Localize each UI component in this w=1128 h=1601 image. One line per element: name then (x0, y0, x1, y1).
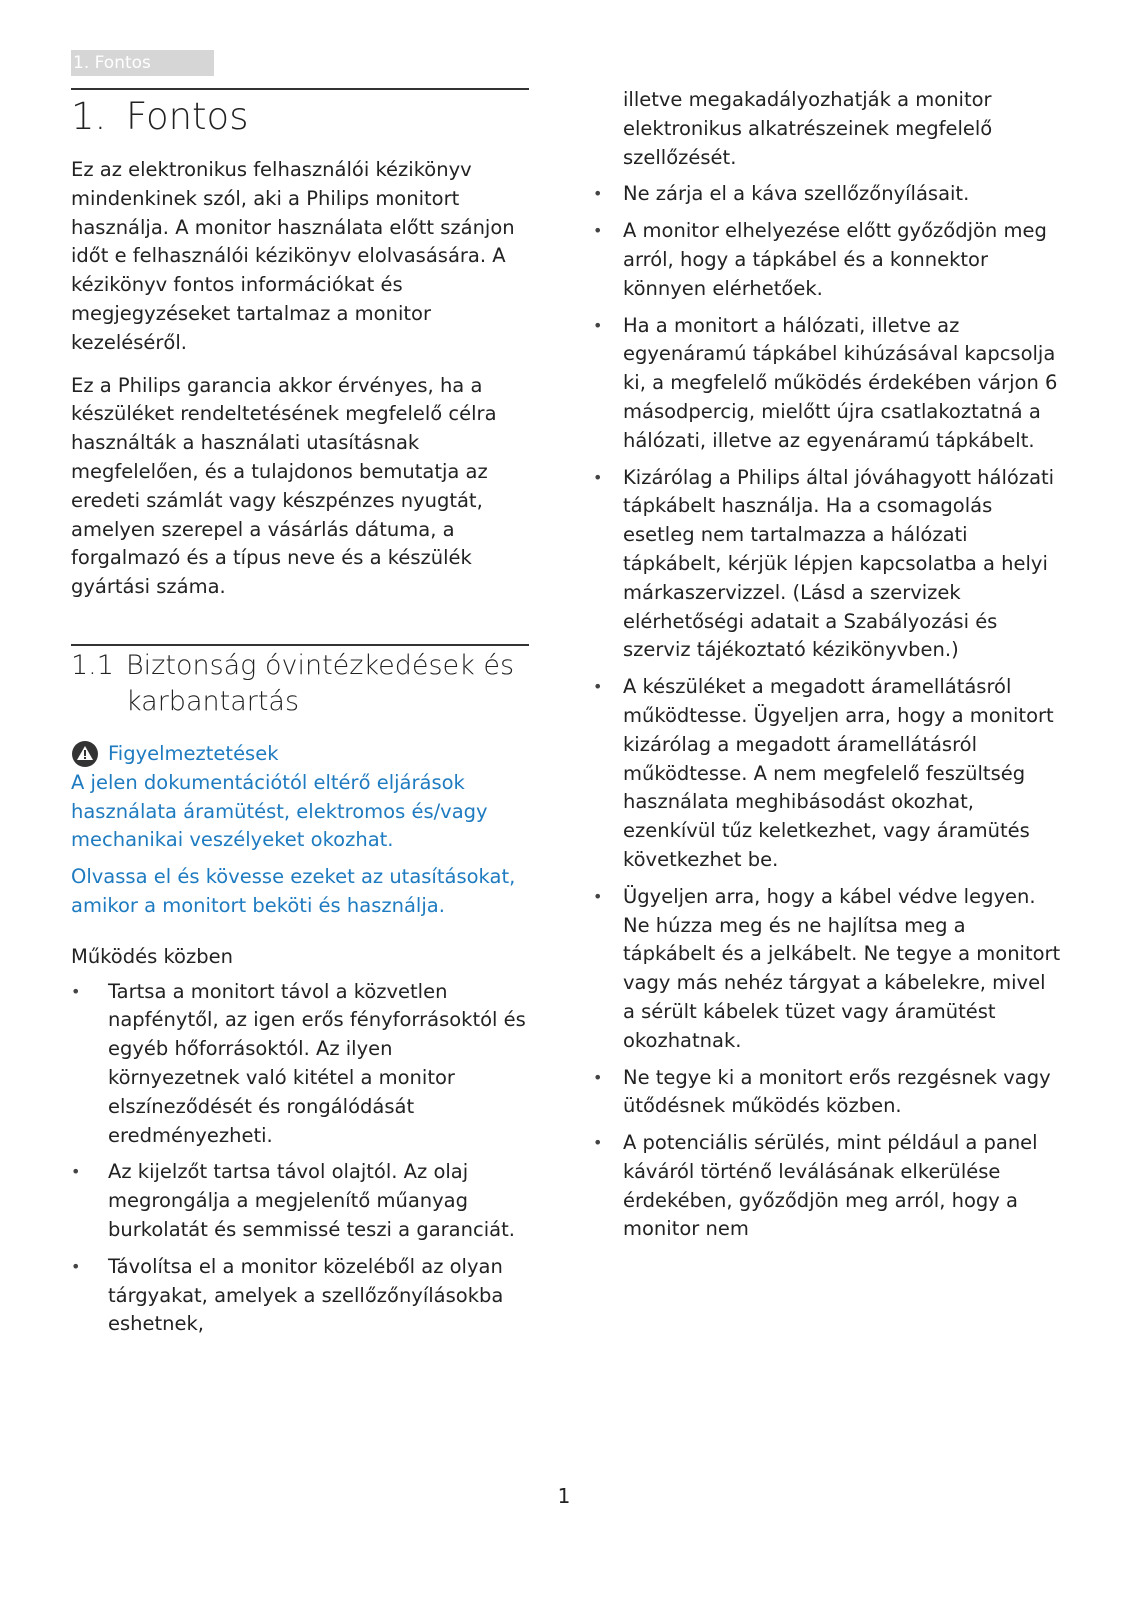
list-item: • A készüléket a megadott áramellátásról működtesse. Ügyeljen arra, hogy a monitort kizárólag a megadott áramellátásról működtesse. A nem megfelelő feszültség használata meghibásodást okozhat, ezenkívül tűz keletkezhet, vagy áramütés következhet be. (593, 675, 1054, 871)
title-rule (71, 88, 529, 90)
list-item: • Ne tegye ki a monitort erős rezgésnek vagy ütődésnek működés közben. (593, 1065, 1051, 1118)
intro-paragraph: Ez a Philips garancia akkor érvényes, ha a készüléket rendeltetésének megfelelő célra használták a használati utasításnak megfelelően, és a tulajdonos bemutatja az eredeti számlát vagy készpénzes nyugtát, amelyen szerepel a vásárlás dátuma, a forgalmazó és a típus neve és a készülék gyártási száma. (71, 373, 497, 599)
operation-list-right (593, 180, 1063, 1244)
warning-text: Olvassa el és kövesse ezeket az utasításokat, amikor a monitort beköti és használja. (71, 865, 516, 917)
title-number: 1. (71, 95, 107, 138)
section-number: 1.1 (71, 649, 114, 681)
page-title (71, 92, 529, 142)
warning-title-text: Figyelmeztetések (108, 741, 279, 765)
warning-triangle-icon (71, 740, 99, 768)
section-title: Biztonság óvintézkedések és karbantartás (126, 649, 515, 717)
warning-text: A jelen dokumentációtól eltérő eljárások használata áramütést, elektromos és/vagy mechanikai veszélyeket okozhat. (71, 770, 488, 852)
list-item-continuation: illetve megakadályozhatják a monitor elektronikus alkatrészeinek megfelelő szellőzését. (623, 88, 993, 169)
title-text: Fontos (126, 95, 249, 138)
list-item: • Távolítsa el a monitor közeléből az olyan tárgyakat, amelyek a szellőzőnyílásokba eshetnek, (71, 1254, 504, 1336)
chapter-tab: 1. Fontos (71, 50, 214, 76)
page-number: 1 (557, 1484, 571, 1508)
section-rule (71, 644, 529, 646)
operation-heading: Működés közben (71, 944, 233, 968)
warning-title (71, 740, 529, 769)
list-item: • Ügyeljen arra, hogy a kábel védve legyen. Ne húzza meg és ne hajlítsa meg a tápkábelt és a jelkábelt. Ne tegye a monitort vagy más nehéz tárgyat a kábelekre, mivel a sérült kábelek tüzet vagy áramütést okozhatnak. (593, 884, 1061, 1052)
operation-list-left (71, 978, 529, 1340)
list-item: • Ne zárja el a káva szellőzőnyílásait. (593, 182, 970, 206)
list-item: • A potenciális sérülés, mint például a panel káváról történő leválásának elkerülése érdekében, győződjön meg arról, hogy a monitor nem (593, 1131, 1038, 1241)
list-item: • Ha a monitort a hálózati, illetve az egyenáramú tápkábel kihúzásával kapcsolja ki, a megfelelő működés érdekében várjon 6 másodpercig, mielőtt újra csatlakoztatná a hálózati, illetve az egyenáramú tápkábelt. (593, 313, 1058, 452)
list-item: • Tartsa a monitort távol a közvetlen napfénytől, az igen erős fényforrásoktól és egyéb hőforrásoktól. Az ilyen környezetnek való kitétel a monitor elszíneződését és rongálódását eredményezheti. (71, 979, 526, 1147)
list-item: • A monitor elhelyezése előtt győződjön meg arról, hogy a tápkábel és a konnektor könnyen elérhetőek. (593, 219, 1047, 300)
section-heading (71, 648, 529, 720)
warning-block (71, 740, 529, 921)
list-item: • Kizárólag a Philips által jóváhagyott hálózati tápkábelt használja. Ha a csomagolás esetleg nem tartalmazza a hálózati tápkábelt, kérjük lépjen kapcsolatba a helyi márkaszervizzel. (Lásd a szervizek elérhetőségi adatait a Szabályozási és szerviz tájékoztató kézikönyvben.) (593, 465, 1055, 662)
left-column (71, 88, 529, 1347)
intro-paragraph: Ez az elektronikus felhasználói kézikönyv mindenkinek szól, aki a Philips monitort használja. A monitor használata előtt szánjon időt e felhasználói kézikönyv elolvasására. A kézikönyv fontos információkat és megjegyzéseket tartalmaz a monitor kezeléséről. (71, 158, 515, 354)
right-column (593, 86, 1063, 1252)
list-item: • Az kijelzőt tartsa távol olajtól. Az olaj megrongálja a megjelenítő műanyag burkolatát és semmissé teszi a garanciát. (71, 1160, 515, 1241)
